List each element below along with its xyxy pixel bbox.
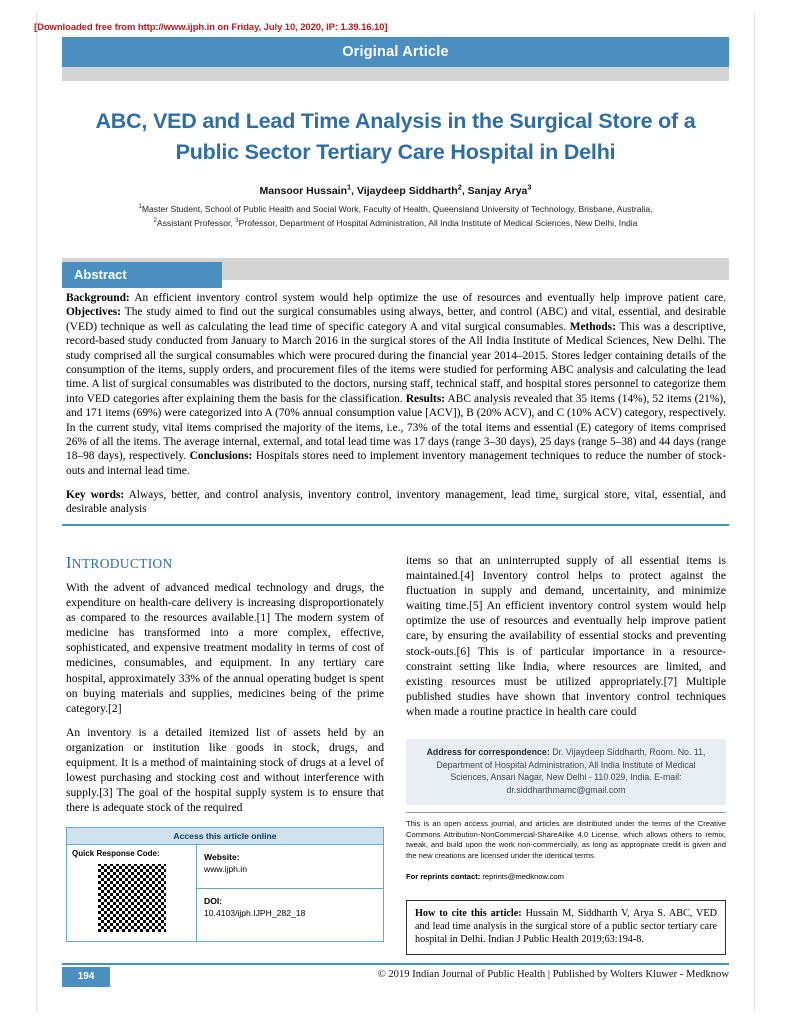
footer-text: © 2019 Indian Journal of Public Health | Published by Wolters Kluwer - Medknow: [377, 969, 729, 980]
article-type-label: Original Article: [62, 37, 729, 67]
how-to-cite-box: [406, 900, 726, 955]
footer-divider: [62, 963, 729, 965]
qr-code-image: [95, 861, 169, 935]
article-type-banner: [62, 37, 729, 81]
intro-paragraph-1: With the advent of advanced medical technology and drugs, the expenditure on health-care delivery is increasing disproportionately as compared to the resources available.[1] The modern system of medicine has transformed into a more complex, effective, sophisticated, and expensive treatment modality in terms of cost of medicines, consumables, and equipment. In any tertiary care hospital, approximately 33% of the annual operating budget is spent on buying materials and supplies, medicines being of the prime category.[2]: [66, 581, 384, 715]
correspondence-label: Address for correspondence:: [426, 747, 550, 757]
correspondence-box: [406, 739, 726, 805]
website-cell: [197, 845, 383, 889]
doi-value[interactable]: 10.4103/ijph.IJPH_282_18: [204, 908, 306, 918]
affiliations: $^1$Master Student, School of Public Health and Social Work, Faculty of Health, Queensland University of Technology, Brisbane, Australia, $^2$Assistant Professor, $^3$Professor, Department of Hospital Administration, All India Institute of Medical Sciences, New Delhi, India: [138, 204, 653, 228]
license-text: This is an open access journal, and articles are distributed under the terms of the Creative Commons Attribution-NonCommercial-ShareAlike 4.0 License, which allows others to remix, tweak, and build upon the work non-commercially, as long as appropriate credit is given and the new creations are licensed under the identical terms.: [406, 819, 726, 860]
license-note: [406, 812, 726, 861]
section-heading-introduction: INTRODUCTION: [66, 553, 173, 572]
website-url[interactable]: www.ijph.in: [204, 864, 247, 874]
reprints-email[interactable]: reprints@medknow.com: [482, 872, 564, 881]
how-to-cite-label: How to cite this article:: [415, 908, 522, 919]
qr-label: Quick Response Code:: [72, 849, 160, 858]
how-to-cite-text: Hussain M, Siddharth V, Arya S. ABC, VED and lead time analysis in the surgical store of a public sector tertiary care hospital in Delhi. Indian J Public Health 2019;63:194-8.: [415, 908, 717, 946]
reprints-label: For reprints contact:: [406, 872, 481, 881]
doi-label: DOI:: [204, 896, 223, 906]
column-left: [66, 553, 384, 824]
abstract-divider: [62, 524, 729, 526]
abstract-heading: Abstract: [62, 262, 222, 288]
column-right: [406, 553, 726, 728]
license-divider: [406, 812, 726, 813]
page-edge-left: [36, 12, 37, 1012]
reprints-line: [406, 871, 726, 882]
keywords-label: Key words:: [66, 489, 125, 501]
intro-paragraph-3: items so that an uninterrupted supply of all essential items is maintained.[4] Inventory control helps to protect against the fluctuation in supply and demand, uncertainity, and minimize waiting time.[5] An efficient inventory control system would help optimize the use of resources and eventually help improve patient care, by ensuring the availability of essential stocks and preventing stock-outs.[6] This is of particular importance in a resource-constraint setting like India, where resources are limited, and existing resources must be utilized appropriately.[7] Multiple published studies have shown that inventory control techniques when made a routine practice in health care could: [406, 554, 726, 718]
download-notice: [Downloaded free from http://www.ijph.in on Friday, July 10, 2020, IP: 1.39.16.10]: [34, 22, 388, 33]
page-title: ABC, VED and Lead Time Analysis in the Surgical Store of a Public Sector Tertiary Care Hospital in Delhi: [95, 109, 696, 164]
abstract-text: Background: An efficient inventory control system would help optimize the use of resources and eventually help improve patient care. Objectives: The study aimed to find out the surgical consumables using always, better, and control (ABC) and vital, essential, and desirable (VED) technique as well as calculating the lead time of specific category A and vital surgical consumables. Methods: This was a descriptive, record-based study conducted from January to March 2016 in the surgical stores of the All India Institute of Medical Sciences, New Delhi. The study comprised all the surgical consumables which were procured during the financial year 2014–2015. Stores ledger containing details of the consumption of the items, supply orders, and procurement files of the items were studied for performing ABC analysis and calculating the lead time. A list of surgical consumables was distributed to the doctors, nursing staff, technical staff, and hospital stores personnel to categorize them into VED categories after explaining them the basis for the classification. Results: ABC analysis revealed that 35 items (14%), 52 items (21%), and 171 items (69%) were categorized into A (70% annual consumption value [ACV]), B (20% ACV), and C (10% ACV) category, respectively. In the current study, vital items comprised the majority of the items, i.e., 73% of the total items and essential (E) category of items comprised 26% of all the items. The average internal, external, and total lead time was 17 days (range 3–30 days), 25 days (range 5–38) and 44 days (range 18–98 days), respectively. Conclusions: Hospitals stores need to implement inventory management techniques to reduce the number of stock-outs and internal lead time.: [66, 292, 726, 477]
keywords-text: Always, better, and control analysis, inventory control, inventory management, lead time, surgical store, vital, essential, and desirable analysis: [66, 489, 727, 516]
access-article-box: [66, 827, 384, 942]
correspondence-text: Dr. Vijaydeep Siddharth, Room. No. 11, Department of Hospital Administration, All India Institute of Medical Sciences, Ansari Nagar, New Delhi - 110 029, India. E-mail: dr.siddharthmamc@gmail.com: [436, 747, 706, 795]
access-links-cell: [197, 845, 383, 941]
author-list: Mansoor Hussain$^1$, Vijaydeep Siddharth$^2$, Sanjay Arya$^3$: [259, 182, 532, 197]
access-box-title: Access this article online: [67, 828, 383, 845]
intro-paragraph-2: An inventory is a detailed itemized list of assets held by an organization or institution like goods in stock, drugs, and equipment. It is a method of maintaining stock of drugs at a level of lowest purchasing and stocking cost and without interference with supply.[3] The goal of the hospital supply system is to ensure that there is adequate stock of the required: [66, 725, 384, 815]
page-edge-right: [754, 12, 755, 1012]
doi-cell: [197, 889, 383, 925]
qr-cell: [67, 845, 197, 941]
abstract-banner: [62, 258, 729, 288]
website-label: Website:: [204, 852, 240, 862]
page-number: 194: [62, 967, 110, 987]
keywords: [66, 488, 726, 517]
